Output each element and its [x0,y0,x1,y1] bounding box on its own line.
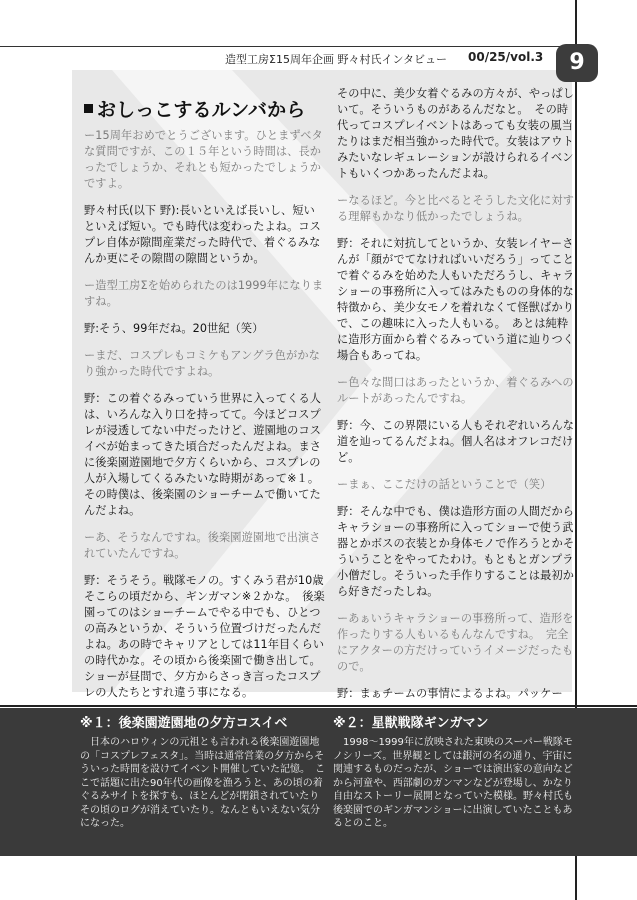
footnote-2-title: ※２：星獣戦隊ギンガマン [333,716,489,731]
interviewee-answer: 野：そんな中でも、僕は造形方面の人間だからキャラショーの事務所に入ってショーで使う武器とかボスの衣装とか身体モノで作ろうとかそういうことをやってたわけ。もともとガンプラ小僧だし。そういった手作りすることは最初から好きだったしね。 [337,505,575,598]
right-column [337,86,579,713]
article-heading [84,98,326,122]
footer-rule [0,705,637,707]
interviewer-question: ーまだ、コスプレもコミケもアングラ色がかなり強かった時代ですよね。 [84,349,320,378]
interviewee-answer: 野：そうそう。戦隊モノの。すくみう君が10歳そこらの頃だから、ギンガマン※２かな。 後楽園ってのはショーチームでやる中でも、ひとつの高みというか、そういう位置づけだったんだよね。あの時でキャリアとしては11年目くらいの時代かな。その頃から後楽園で働き出して。ショーが昼間で、夕方からさっき言ったコスプレの人たちとすれ違う事になる。 [84,574,325,699]
left-column [84,98,326,712]
interviewee-answer: その中に、美少女着ぐるみの方々が、やっぱしいて。そういうものがあるんだなと。 その時代ってコスプレイベントはあっても女装の風当たりはまだ相当強かった時代で。女装はアウトみたいなレギュレーションが設けられるイベントもいくつかあったんだよね。 [337,87,575,180]
footnote-2 [333,716,578,831]
right-paragraphs [337,86,579,702]
issue-number: 00/25/vol.3 [468,50,544,64]
interviewer-question: ーあぁいうキャラショーの事務所って、造形を作ったりする人もいるもんなんですね。 完全にアクターの方だけっていうイメージだったもので。 [337,612,574,673]
interviewer-question: ー色々な間口はあったというか、着ぐるみへのルートがあったんですね。 [337,376,574,405]
interviewee-answer: 野:そう、99年だね。20世紀（笑） [84,322,264,335]
interviewer-question: ーあ、そうなんですね。後楽園遊園地で出演されていたんですね。 [84,531,321,560]
interviewer-question: ーなるほど。今と比べるとそうした文化に対する理解もかなり低かったでしょうね。 [337,194,575,223]
interviewer-question: ー15周年おめでとうございます。ひとまずベタな質問ですが、この１５年という時間は、長かったでしょうか、それとも短かったでしょうかですよ。 [84,129,323,190]
footnote-1-title: ※１：後楽園遊園地の夕方コスイベ [80,716,288,731]
interviewer-question: ー造型工房Σを始められたのは1999年になりますね。 [84,279,324,308]
square-bullet-icon [84,104,93,113]
header-rule [0,46,560,47]
interviewer-question: ーまぁ、ここだけの話ということで（笑） [337,478,552,491]
footnote-1 [80,716,325,831]
interviewee-answer: 野：この着ぐるみっていう世界に入ってくる人は、いろんな入り口を持ってて。今ほどコスプレが浸透してない中だったけど、遊園地のコスイベが始まってきた頃合だったんだよね。まさに後楽園遊園地で夕方くらいから、コスプレの人が入場してくるみたいな時期があって※１。その時僕は、後楽園のショーチームで働いてたんだよね。 [84,392,322,517]
footnote-2-body: 1998～1999年に放映された東映のスーパー戦隊モノシリーズ。世界観としては銀河の名の通り、宇宙に関連するものだったが、ショーでは演出家の意向などから河童や、西部劇のガンマンなどが登場し、かなり自由なストーリー展開となっていた模様。野々村氏も後楽園でのギンガマンショーに出演していたこともあるとのこと。 [333,737,573,829]
footnote-1-body: 日本のハロウィンの元祖とも言われる後楽園遊園地の「コスプレフェスタ」。当時は通常営業の夕方からそういった時間を設けてイベント開催していた記憶。 ここで話題に出た90年代の画像を漁ろうと、あの頃の着ぐるみサイトを探すも、ほとんどが閉鎖されていたりその頃のログが消えていたり。なんともいえない気分になった。 [80,737,325,829]
interviewee-answer: 野：今、この界隈にいる人もそれぞれいろんな道を辿ってるんだよね。個人名はオフレコだけど。 [337,419,575,464]
interviewee-answer: 野々村氏(以下 野):長いといえば長いし、短いといえば短い。でも時代は変わったよね。コスプレ自体が隙間産業だった時代で、着ぐるみなんか更にその隙間の隙間というか。 [84,204,321,265]
interviewee-answer: 野：まぁチームの事情によるよね。パッケー [337,687,563,700]
header-title: 造型工房Σ15周年企画 野々村氏インタビュー [225,53,448,66]
article-heading-text: おしっこするルンバから [97,99,306,121]
page-number-badge: 9 [556,44,598,82]
left-paragraphs [84,128,326,701]
interviewee-answer: 野：それに対抗してというか、女装レイヤーさんが「顔がでてなければいいだろう」ってことで着ぐるみを始めた人もいただろうし、キャラショーの事務所に入ってはみたものの身体的な特徴から、美少女モノを着れなくて怪獣ばかりで、この趣味に入った人もいる。 あとは純粋に造形方面から着ぐるみっていう道に辿りつく場合もあってね。 [337,237,575,362]
